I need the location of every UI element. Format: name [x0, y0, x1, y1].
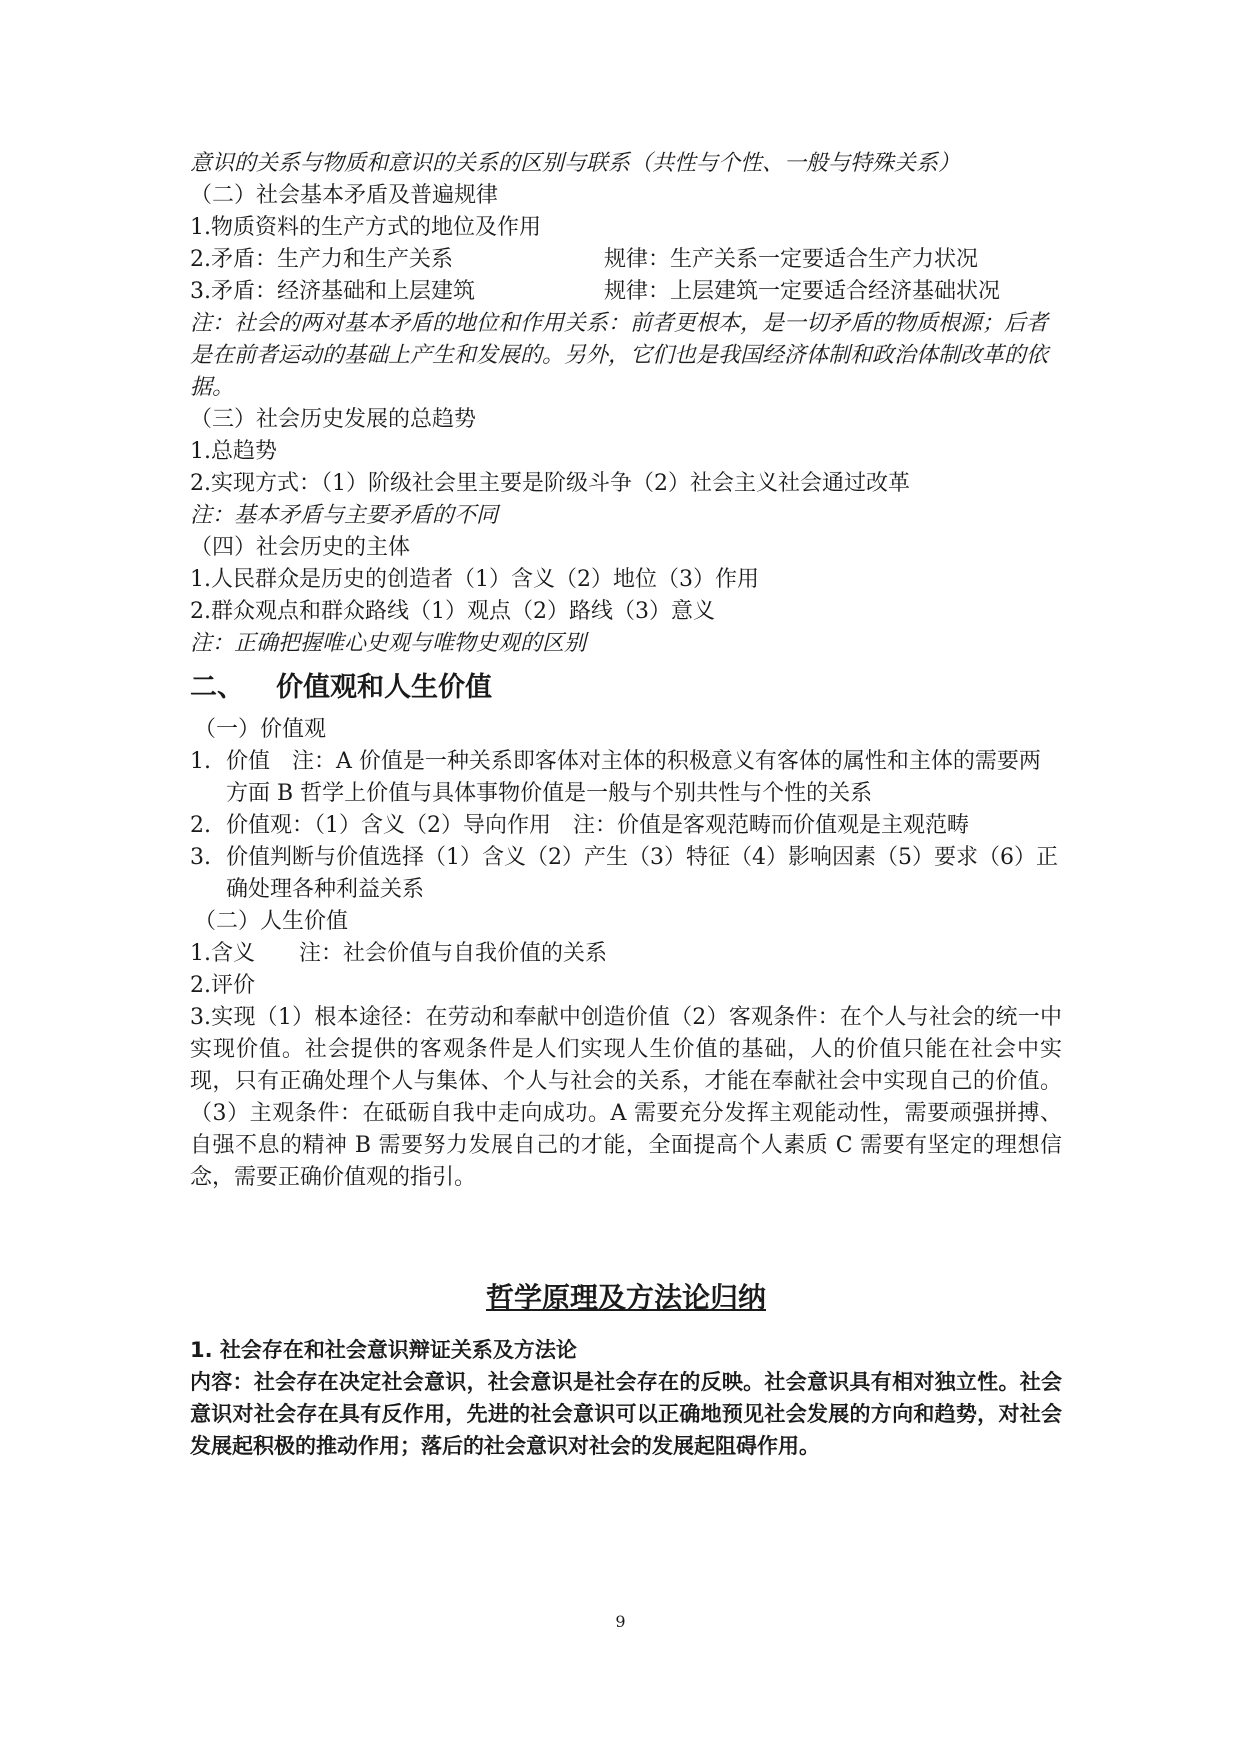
subheading: （二）人生价值 — [194, 909, 349, 934]
note-line: 注：基本矛盾与主要矛盾的不同 — [190, 503, 499, 528]
list-number: 3. — [190, 845, 211, 870]
text-line: 1.含义 注：社会价值与自我价值的关系 — [190, 941, 607, 966]
contradiction-label: 3.矛盾：经济基础和上层建筑 — [190, 279, 475, 304]
subheading: （四）社会历史的主体 — [190, 535, 411, 560]
text-line: 1.物质资料的生产方式的地位及作用 — [190, 215, 541, 240]
section-title: 价值观和人生价值 — [276, 672, 492, 703]
list-number: 1. — [190, 749, 211, 774]
list-text: 价值 注：A 价值是一种关系即客体对主体的积极意义有客体的属性和主体的需要两方面 B 哲学上价值与具体事物价值是一般与个别共性与个性的关系 — [226, 749, 1041, 806]
note-paragraph: 注：社会的两对基本矛盾的地位和作用关系：前者更根本，是一切矛盾的物质根源；后者是在前者运动的基础上产生和发展的。另外，它们也是我国经济体制和政治体制改革的依据。 — [190, 311, 1049, 400]
body-paragraph: 3.实现（1）根本途径：在劳动和奉献中创造价值（2）客观条件：在个人与社会的统一中实现价值。社会提供的客观条件是人们实现人生价值的基础，人的价值只能在社会中实现，只有正确处理个人与集体、个人与社会的关系，才能在奉献社会中实现自己的价值。（3）主观条件：在砥砺自我中走向成功。A 需要充分发挥主观能动性，需要顽强拼搏、自强不息的精神 B 需要努力发展自己的才能，全面提高个人素质 C 需要有坚定的理想信念，需要正确价值观的指引。 — [190, 1005, 1062, 1190]
summary-title: 哲学原理及方法论归纳 — [485, 1281, 766, 1314]
contradiction-label: 2.矛盾：生产力和生产关系 — [190, 247, 453, 272]
list-number: 2. — [190, 813, 211, 838]
text-line: 2.评价 — [190, 973, 255, 998]
text-line: 2.群众观点和群众路线（1）观点（2）路线（3）意义 — [190, 599, 715, 624]
text-line — [190, 244, 1062, 276]
law-label: 规律：生产关系一定要适合生产力状况 — [604, 247, 979, 272]
text-line: 1.总趋势 — [190, 439, 277, 464]
section-heading — [190, 668, 1062, 708]
subheading: （二）社会基本矛盾及普遍规律 — [190, 183, 499, 208]
summary-item-title: 1. 社会存在和社会意识辩证关系及方法论 — [190, 1338, 577, 1362]
list-item — [190, 810, 1062, 842]
page-number: 9 — [615, 1612, 626, 1631]
subheading: （一）价值观 — [194, 717, 327, 742]
text-line: 意识的关系与物质和意识的关系的区别与联系（共性与个性、一般与特殊关系） — [190, 151, 961, 176]
summary-item-content: 内容：社会存在决定社会意识，社会意识是社会存在的反映。社会意识具有相对独立性。社会意识对社会存在具有反作用，先进的社会意识可以正确地预见社会发展的方向和趋势，对社会发展起积极的推动作用；落后的社会意识对社会的发展起阻碍作用。 — [190, 1370, 1062, 1458]
subheading: （三）社会历史发展的总趋势 — [190, 407, 477, 432]
list-text: 价值判断与价值选择（1）含义（2）产生（3）特征（4）影响因素（5）要求（6）正确处理各种利益关系 — [226, 845, 1058, 902]
list-item — [190, 842, 1062, 906]
note-line: 注：正确把握唯心史观与唯物史观的区别 — [190, 631, 587, 656]
text-line: 2.实现方式：（1）阶级社会里主要是阶级斗争（2）社会主义社会通过改革 — [190, 471, 910, 496]
text-line — [190, 276, 1062, 308]
page-content — [190, 148, 1062, 1462]
law-label: 规律：上层建筑一定要适合经济基础状况 — [604, 279, 1001, 304]
list-item — [190, 746, 1062, 810]
section-number: 二、 — [190, 672, 244, 703]
list-text: 价值观：（1）含义（2）导向作用 注：价值是客观范畴而价值观是主观范畴 — [226, 813, 969, 838]
text-line: 1.人民群众是历史的创造者（1）含义（2）地位（3）作用 — [190, 567, 759, 592]
